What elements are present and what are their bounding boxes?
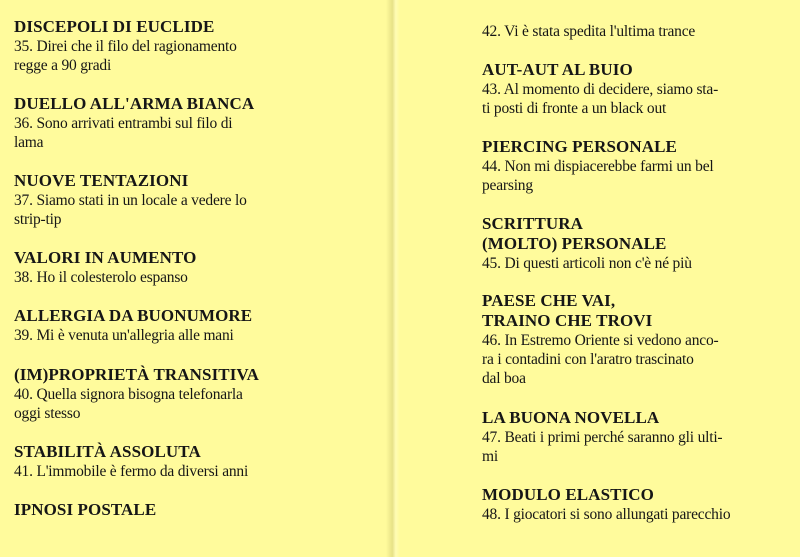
entry-title: VALORI IN AUMENTO [14, 248, 197, 267]
entry-text [14, 37, 382, 75]
title-line: MODULO ELASTICO [482, 485, 654, 504]
text-line: 44. Non mi dispiacerebbe farmi un bel [482, 158, 714, 175]
entry-text [482, 505, 792, 524]
text-line: mi [482, 448, 498, 465]
entry-text [482, 157, 792, 195]
entry-text [482, 80, 792, 118]
entry-title: DUELLO ALL'ARMA BIANCA [14, 94, 255, 113]
entry-41 [14, 442, 382, 481]
entry-43 [482, 60, 792, 118]
text-line: regge a 90 gradi [14, 57, 112, 74]
entry-title [482, 485, 792, 505]
text-line: 39. Mi è venuta un'allegria alle mani [14, 327, 234, 344]
entry-42 [482, 22, 792, 41]
text-line: dal boa [482, 370, 526, 387]
entry-text [14, 326, 382, 345]
text-line: ti posti di fronte a un black out [482, 100, 667, 117]
title-line: (MOLTO) PERSONALE [482, 234, 667, 253]
entry-title: STABILITÀ ASSOLUTA [14, 442, 201, 461]
text-line: lama [14, 134, 44, 151]
entry-47 [482, 408, 792, 466]
entry-text [482, 331, 792, 388]
entry-title: (IM)PROPRIETÀ TRANSITIVA [14, 365, 259, 384]
text-line: strip-tip [14, 211, 62, 228]
entry-title [482, 137, 792, 157]
right-page [482, 0, 792, 557]
title-line: PIERCING PERSONALE [482, 137, 677, 156]
text-line: ra i contadini con l'aratro trascinato [482, 351, 694, 368]
entry-37 [14, 171, 382, 229]
entry-title: DISCEPOLI DI EUCLIDE [14, 17, 215, 36]
text-line: 38. Ho il colesterolo espanso [14, 269, 188, 286]
entry-text [14, 462, 382, 481]
title-line: TRAINO CHE TROVI [482, 311, 653, 330]
entry-text [482, 22, 792, 41]
text-line: 40. Quella signora bisogna telefonarla [14, 386, 243, 403]
entry-title: NUOVE TENTAZIONI [14, 171, 189, 190]
text-line: oggi stesso [14, 405, 81, 422]
entry-40 [14, 365, 382, 423]
text-line: 42. Vi è stata spedita l'ultima trance [482, 23, 696, 40]
title-line: SCRITTURA [482, 214, 584, 233]
page-fold [386, 0, 400, 557]
text-line: 48. I giocatori si sono allungati parecchio [482, 506, 731, 523]
text-line: 45. Di questi articoli non c'è né più [482, 255, 692, 272]
entry-text [482, 428, 792, 466]
entry-text [14, 385, 382, 423]
left-page [14, 0, 382, 557]
entry-44 [482, 137, 792, 195]
text-line: 43. Al momento di decidere, siamo sta- [482, 81, 719, 98]
entry-title [482, 60, 792, 80]
entry-text [14, 268, 382, 287]
entry-title: IPNOSI POSTALE [14, 500, 157, 519]
entry-38 [14, 248, 382, 287]
entry-39 [14, 306, 382, 345]
text-line: 46. In Estremo Oriente si vedono anco- [482, 332, 719, 349]
entry-title [482, 408, 792, 428]
entry-text [14, 114, 382, 152]
entry-45 [482, 214, 792, 273]
entry-title: ALLERGIA DA BUONUMORE [14, 306, 253, 325]
title-line: PAESE CHE VAI, [482, 291, 616, 310]
entry-title [482, 214, 792, 254]
text-line: pearsing [482, 177, 533, 194]
text-line: 37. Siamo stati in un locale a vedere lo [14, 192, 247, 209]
entry-35 [14, 17, 382, 75]
entry-46 [482, 291, 792, 388]
text-line: 35. Direi che il filo del ragionamento [14, 38, 237, 55]
entry-text [482, 254, 792, 273]
entry-title [482, 291, 792, 331]
entry-ipnosi-postale [14, 500, 382, 520]
title-line: AUT-AUT AL BUIO [482, 60, 633, 79]
entry-36 [14, 94, 382, 152]
title-line: LA BUONA NOVELLA [482, 408, 660, 427]
text-line: 36. Sono arrivati entrambi sul filo di [14, 115, 233, 132]
text-line: 41. L'immobile è fermo da diversi anni [14, 463, 249, 480]
entry-48 [482, 485, 792, 524]
entry-text [14, 191, 382, 229]
text-line: 47. Beati i primi perché saranno gli ulti- [482, 429, 723, 446]
